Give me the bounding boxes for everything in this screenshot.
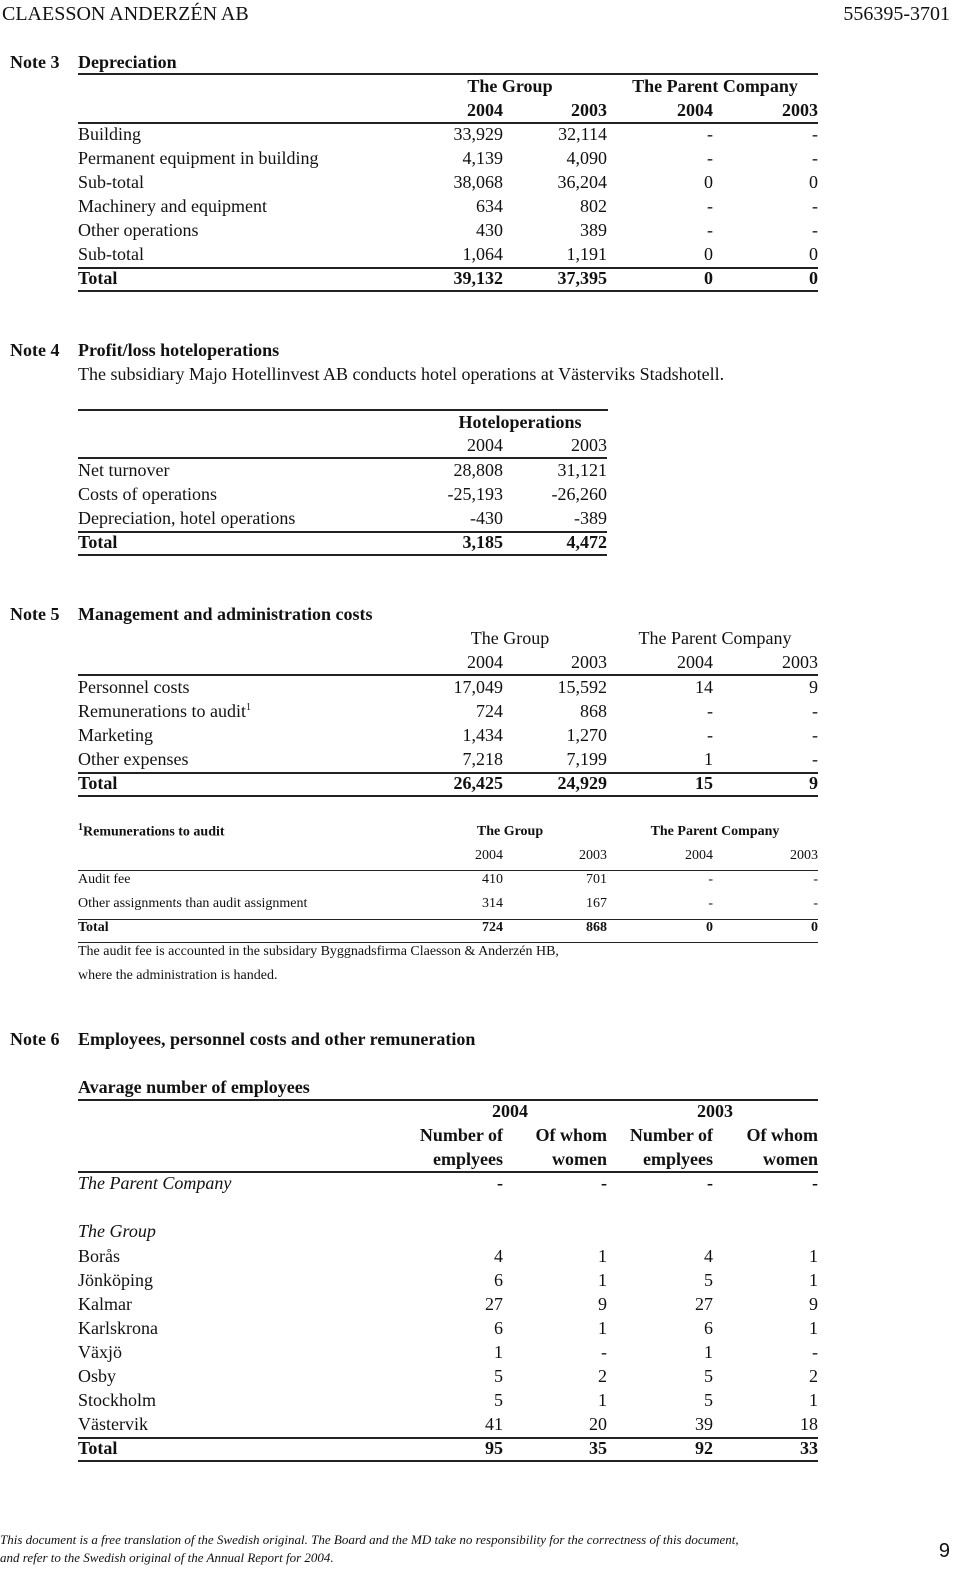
total-rule-top: [78, 531, 607, 533]
row-label: Total: [78, 532, 118, 552]
table-cell: 724: [482, 920, 503, 935]
table-cell: 36,204: [557, 172, 607, 192]
employee-row-label: Jönköping: [78, 1270, 154, 1290]
total-rule-top: [78, 919, 818, 920]
parent-company-label: The Parent Company: [78, 1173, 232, 1193]
table-cell: -: [708, 896, 713, 911]
org-number: 556395-3701: [843, 3, 950, 25]
employee-row-label: Kalmar: [78, 1294, 132, 1314]
header-rule: [78, 457, 607, 459]
employee-cell: 1: [598, 1390, 607, 1410]
table-cell: 4,090: [566, 148, 607, 168]
note3-group-header: The Group: [467, 76, 553, 96]
audit-parent-header: The Parent Company: [650, 824, 780, 839]
table-cell: 410: [482, 872, 503, 887]
col-header-line2: emplyees: [433, 1149, 503, 1169]
col-header-line2: women: [552, 1149, 607, 1169]
year-header: 2003: [571, 435, 607, 455]
employee-row-label: Osby: [78, 1366, 117, 1386]
employee-cell: 1: [598, 1246, 607, 1266]
table-cell: 33,929: [453, 124, 503, 144]
col-header-line1: Number of: [629, 1125, 713, 1145]
employee-cell: 1: [704, 1342, 713, 1362]
table-cell: 0: [809, 172, 818, 192]
company-name: CLAESSON ANDERZÉN AB: [2, 3, 249, 25]
table-cell: -26,260: [551, 484, 607, 504]
year-header: 2004: [677, 100, 713, 120]
row-label: Costs of operations: [78, 484, 217, 504]
employee-cell: 9: [598, 1294, 607, 1314]
row-label: Audit fee: [78, 872, 131, 887]
col-header-line2: women: [763, 1149, 818, 1169]
table-cell: -: [707, 196, 713, 216]
table-cell: 7,218: [462, 749, 503, 769]
employee-cell: 35: [589, 1438, 607, 1458]
table-cell: -: [812, 124, 818, 144]
total-rule-bottom: [78, 290, 818, 292]
table-cell: 1,270: [566, 725, 607, 745]
row-label: Permanent equipment in building: [78, 148, 319, 168]
year-header: 2003: [579, 848, 607, 863]
row-label: Total: [78, 920, 109, 935]
employee-row-label: Växjö: [78, 1342, 122, 1362]
table-cell: 14: [695, 677, 713, 697]
header-rule: [78, 870, 818, 871]
table-cell: 39,132: [453, 268, 503, 288]
row-label: Personnel costs: [78, 677, 190, 697]
table-cell: 37,395: [557, 268, 607, 288]
table-cell: -: [812, 749, 818, 769]
row-label: Marketing: [78, 725, 153, 745]
row-label: Building: [78, 124, 142, 144]
note4-label: Note 4: [10, 340, 60, 360]
table-cell: 0: [704, 268, 713, 288]
audit-note-line2: where the administration is handed.: [78, 968, 278, 983]
table-cell: 32,114: [558, 124, 607, 144]
table-cell: -: [813, 896, 818, 911]
table-cell: 15: [695, 773, 713, 793]
total-rule-bottom: [78, 795, 818, 797]
table-cell: -: [707, 725, 713, 745]
parent-company-value: -: [812, 1173, 818, 1193]
note6-year2: 2003: [697, 1101, 733, 1121]
row-label: Other assignments than audit assignment: [78, 896, 308, 911]
row-label: Machinery and equipment: [78, 196, 267, 216]
employee-cell: 5: [704, 1390, 713, 1410]
employee-cell: 27: [485, 1294, 503, 1314]
note4-description: The subsidiary Majo Hotellinvest AB conducts hotel operations at Västerviks Stadshotell.: [78, 364, 725, 384]
table-cell: -: [812, 148, 818, 168]
year-header: 2004: [677, 652, 713, 672]
table-cell: 724: [476, 701, 503, 721]
table-cell: 1,434: [462, 725, 503, 745]
table-cell: 802: [580, 196, 607, 216]
table-cell: -: [708, 872, 713, 887]
table-cell: 28,808: [453, 460, 503, 480]
table-cell: -: [812, 701, 818, 721]
col-header-line2: emplyees: [643, 1149, 713, 1169]
table-cell: -: [813, 872, 818, 887]
col-header-line1: Of whom: [746, 1125, 818, 1145]
row-label: Total: [78, 268, 118, 288]
employee-cell: 6: [494, 1270, 503, 1290]
employee-cell: 6: [704, 1318, 713, 1338]
total-rule-bottom: [78, 1460, 818, 1462]
table-cell: 0: [811, 920, 818, 935]
note6-subtitle: Avarage number of employees: [78, 1077, 310, 1097]
table-cell: 26,425: [453, 773, 503, 793]
table-cell: 0: [706, 920, 713, 935]
table-cell: -: [812, 725, 818, 745]
employee-cell: 1: [494, 1342, 503, 1362]
row-label: Depreciation, hotel operations: [78, 508, 296, 528]
note3-parent-header: The Parent Company: [632, 76, 798, 96]
table-cell: -: [707, 124, 713, 144]
table-cell: 9: [809, 773, 818, 793]
table-cell: 167: [586, 896, 607, 911]
year-header: 2003: [571, 652, 607, 672]
table-cell: 17,049: [453, 677, 503, 697]
table-cell: 4,139: [462, 148, 503, 168]
employee-cell: 1: [598, 1318, 607, 1338]
employee-cell: -: [812, 1342, 818, 1362]
table-cell: -389: [574, 508, 607, 528]
note4-rule: [78, 409, 608, 411]
employee-cell: 92: [695, 1438, 713, 1458]
employee-cell: 5: [704, 1366, 713, 1386]
table-cell: 3,185: [462, 532, 503, 552]
total-rule-top: [78, 1437, 818, 1439]
table-cell: -: [707, 701, 713, 721]
employee-cell: -: [601, 1342, 607, 1362]
table-cell: 24,929: [557, 773, 607, 793]
note5-group-header: The Group: [470, 628, 550, 648]
employee-cell: 1: [598, 1270, 607, 1290]
table-cell: 7,199: [566, 749, 607, 769]
col-header-line1: Of whom: [535, 1125, 607, 1145]
employee-cell: 5: [494, 1366, 503, 1386]
table-cell: 868: [586, 920, 607, 935]
table-cell: -: [707, 148, 713, 168]
note3-label: Note 3: [10, 52, 60, 72]
year-header: 2004: [467, 100, 503, 120]
employee-cell: 1: [809, 1246, 818, 1266]
row-label: Total: [78, 773, 118, 793]
table-cell: 0: [809, 268, 818, 288]
row-label: Net turnover: [78, 460, 170, 480]
table-cell: -: [707, 220, 713, 240]
employee-row-label: Västervik: [78, 1414, 148, 1434]
employee-cell: 18: [800, 1414, 818, 1434]
table-cell: -25,193: [447, 484, 503, 504]
employee-cell: 2: [598, 1366, 607, 1386]
table-cell: 634: [476, 196, 503, 216]
year-header: 2003: [790, 848, 818, 863]
employee-cell: 5: [494, 1390, 503, 1410]
year-header: 2004: [685, 848, 713, 863]
row-label: Sub-total: [78, 172, 144, 192]
employee-cell: 41: [485, 1414, 503, 1434]
table-cell: 868: [580, 701, 607, 721]
employee-cell: 20: [589, 1414, 607, 1434]
note5-label: Note 5: [10, 604, 60, 624]
row-label: Other expenses: [78, 749, 189, 769]
header-rule: [78, 674, 818, 676]
employee-cell: 95: [485, 1438, 503, 1458]
table-cell: 430: [476, 220, 503, 240]
note3-rule: [78, 73, 818, 75]
total-rule-bottom: [78, 942, 818, 943]
table-cell: -430: [470, 508, 503, 528]
parent-company-value: -: [707, 1173, 713, 1193]
table-cell: 0: [704, 244, 713, 264]
year-header: 2003: [782, 100, 818, 120]
table-cell: 1,191: [566, 244, 607, 264]
table-cell: 701: [586, 872, 607, 887]
employee-row-label: Stockholm: [78, 1390, 157, 1410]
employee-cell: 6: [494, 1318, 503, 1338]
table-cell: 0: [809, 244, 818, 264]
employee-cell: 27: [695, 1294, 713, 1314]
note4-title: Profit/loss hoteloperations: [78, 340, 280, 360]
audit-note-line1: The audit fee is accounted in the subsidary Byggnadsfirma Claesson & Anderzén HB,: [78, 944, 559, 959]
audit-group-header: The Group: [476, 824, 544, 839]
parent-company-value: -: [497, 1173, 503, 1193]
table-cell: 1,064: [462, 244, 503, 264]
page-number: 9: [938, 1540, 950, 1562]
total-rule-top: [78, 267, 818, 269]
table-cell: 31,121: [557, 460, 607, 480]
table-cell: 1: [704, 749, 713, 769]
row-label: Sub-total: [78, 244, 144, 264]
employee-cell: 9: [809, 1294, 818, 1314]
note6-year1: 2004: [492, 1101, 528, 1121]
employee-cell: 5: [704, 1270, 713, 1290]
audit-title: $^1$Remunerations to audit: [78, 822, 225, 840]
year-header: 2004: [475, 848, 503, 863]
row-label: Remunerations to audit$^1$: [78, 701, 251, 721]
note6-title: Employees, personnel costs and other remuneration: [78, 1029, 476, 1049]
year-header: 2004: [467, 435, 503, 455]
note4-col-header: Hoteloperations: [458, 412, 582, 432]
total-rule-bottom: [78, 554, 607, 556]
note3-title: Depreciation: [78, 52, 177, 72]
year-header: 2004: [467, 652, 503, 672]
employee-cell: 1: [809, 1390, 818, 1410]
year-header: 2003: [571, 100, 607, 120]
table-cell: 0: [704, 172, 713, 192]
row-label: Other operations: [78, 220, 199, 240]
note5-parent-header: The Parent Company: [638, 628, 792, 648]
employee-cell: 4: [704, 1246, 713, 1266]
employee-cell: 4: [494, 1246, 503, 1266]
table-cell: -: [812, 220, 818, 240]
table-cell: -: [812, 196, 818, 216]
parent-company-value: -: [601, 1173, 607, 1193]
employee-cell: 2: [809, 1366, 818, 1386]
employee-row-label: Borås: [78, 1246, 120, 1266]
table-cell: 9: [809, 677, 818, 697]
table-cell: 4,472: [566, 532, 607, 552]
table-cell: 15,592: [557, 677, 607, 697]
total-rule-top: [78, 772, 818, 774]
footer-line1: This document is a free translation of the Swedish original. The Board and the MD take no responsibility for the correctness of this document,: [0, 1532, 739, 1547]
table-cell: 389: [580, 220, 607, 240]
employee-cell: 39: [695, 1414, 713, 1434]
employee-row-label: Total: [78, 1438, 118, 1458]
employee-cell: 1: [809, 1270, 818, 1290]
employee-cell: 1: [809, 1318, 818, 1338]
employee-cell: 33: [800, 1438, 818, 1458]
table-cell: 314: [482, 896, 503, 911]
group-label: The Group: [78, 1221, 156, 1241]
note6-label: Note 6: [10, 1029, 60, 1049]
employee-row-label: Karlskrona: [78, 1318, 158, 1338]
table-cell: 38,068: [453, 172, 503, 192]
col-header-line1: Number of: [419, 1125, 503, 1145]
year-header: 2003: [782, 652, 818, 672]
footer-line2: and refer to the Swedish original of the Annual Report for 2004.: [0, 1550, 334, 1565]
note5-title: Management and administration costs: [78, 604, 373, 624]
